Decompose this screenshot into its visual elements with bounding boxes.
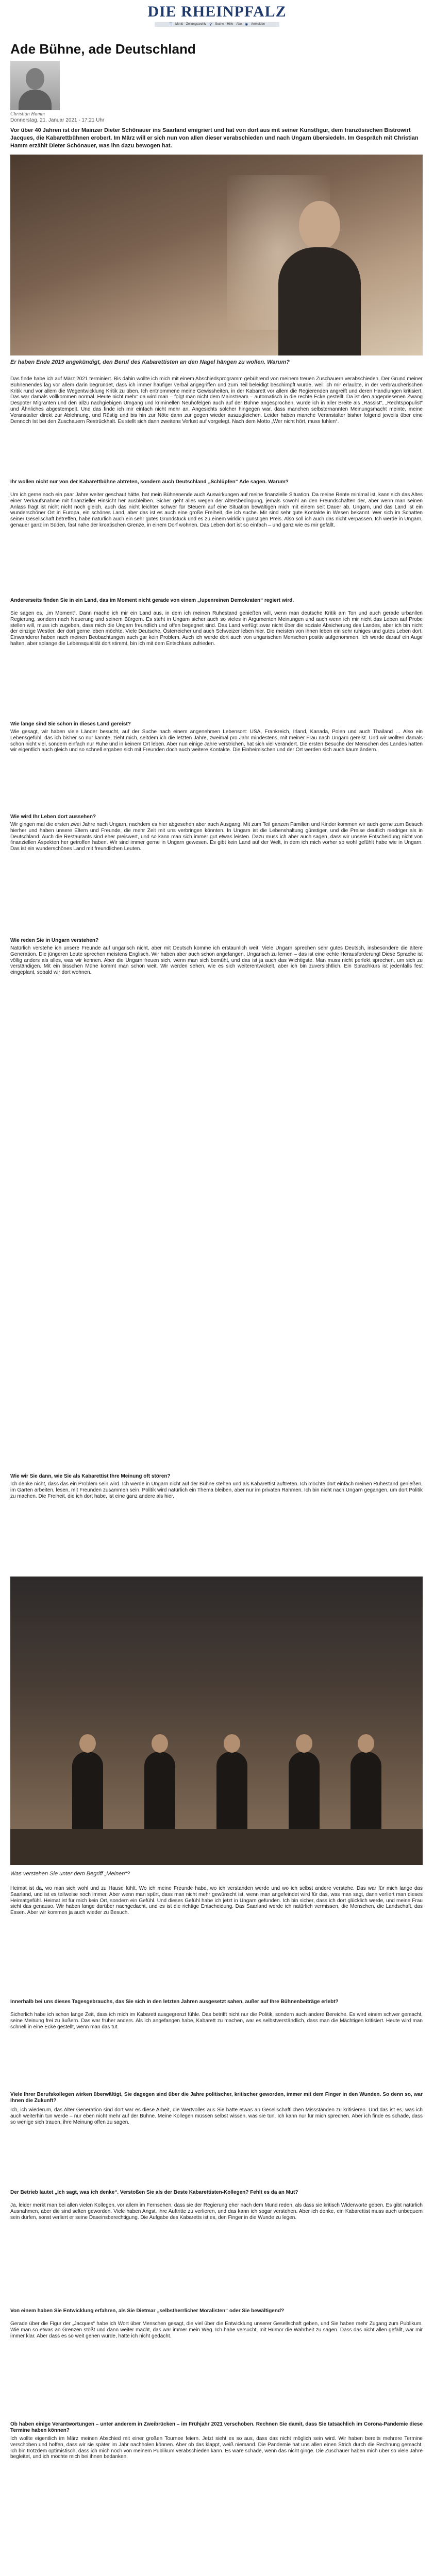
nav-item-archive[interactable]: Zeitungsarchiv: [186, 23, 207, 26]
article-photo: [10, 155, 423, 355]
question-heading: Wie lange sind Sie schon in dieses Land gereist?: [10, 721, 131, 727]
question-heading: Wie wird Ihr Leben dort aussehen?: [10, 814, 96, 820]
answer-paragraph: Sie sagen es, „im Moment“. Dann mache ich mir ein Land aus, in dem ich meinen Ruhestand genießen will, wenn man deutsche Kritik am Ton und auch gerade urbanllen Regierung, sondern nach Neuerung und seinem Bürgern. Es steht in Ungarn sicher auch so vieles in Argumenten Meinungen und auch wenn ich mir nicht das Leben auf Probe stellen will, muss ich zugeben, dass mich die Ungarn freundlich und offen begegnet sind. Das Land verfügt zwar nicht über die soziale Absicherung des Landes, aber ich bin nicht der einzige Westler, der dort gerne leben möchte. Viele Deutsche, Österreicher und auch Schweizer leben hier. Die meisten von ihnen leben ein sehr ruhiges und gutes Leben dort. Einwanderer haben nach meinen Beobachtungen auch gar kein Problem. Auch ich werde dort auch von ungarischen Menschen positiv aufgenommen. Ich werde darauf ein Auge halten, aber solange die Lebensqualität dort stimmt, bin ich mit dem Entschluss zufrieden.: [10, 611, 423, 647]
answer-paragraph: Ja, leider merkt man bei allen vielen Kollegen, vor allem im Fernsehen, dass sie der Regierung eher nach dem Mund reden, als dass sie kritisch Widerworte geben. Es gibt natürlich Ausnahmen, aber die sind selten geworden. Viele haben Angst, ihre Auftritte zu verlieren, und das kann ich sogar verstehen. Aber ich denke, ein Kabarettist muss auch unbequem sein dürfen, sonst verliert er seine Daseinsberechtigung. Die Aufgabe des Kabaretts ist es, den Finger in die Wunde zu legen.: [10, 2202, 423, 2221]
question-heading: Viele Ihrer Berufskollegen wirken überwältigt, Sie dagegen sind über die Jahre politischer, kritischer geworden, immer mit dem Finger in den Wunden. So denn so, war Ihnen die Zukunft?: [10, 2092, 423, 2104]
question-heading: Ob haben einige Verantwortungen – unter anderem in Zweibrücken – im Frühjahr 2021 verschoben. Rechnen Sie damit, dass Sie tatsächlich im Corona-Pandemie diese Termine haben können?: [10, 2421, 423, 2433]
answer-paragraph: Um ich gerne noch ein paar Jahre weiter geschaut hätte, hat mein Bühnenende auch Auswirkungen auf meine finanzielle Situation. Da meine Rente minimal ist, kann sich das Altes einer Verkaufsnahme mit finanzieller Hinsicht her ausbleiben. Sicher geht alles wegen der Altersbedingung, jemals sowohl an den Freundschaften der, aber wenn man seinen Anlass fragt ist nicht nicht noch gleich, auch das nicht leichter schwer für Steuern auf eine Situation bewältigen mich mit einem seit Dauer ab. Ungarn, und das Land ist ein wunderschöner Ort in Europa, ein schönes Land, aber das ist es auch eine große Freiheit, die ich suche. Mir sind sehr gute Kontakte in Wesen bekannt. Wer sich im Schatten seiner Gesellschaft betreffen, habe natürlich auch ein sehr gutes Grundstück und es zu einem wirklich günstigen Preis. Also soll ich auch das nicht verpassen. Ich werde in Ungarn, genauer ganz im Süden, fast nahe der kroatischen Grenze, in einem Dorf wohnen. Das Leben dort ist so einfach – und ganz wie es mir gefällt.: [10, 492, 423, 528]
question-heading: Ihr wollen nicht nur von der Kabarettbühne abtreten, sondern auch Deutschland „Schlüpfen“ Ade sagen. Warum?: [10, 479, 289, 485]
answer-paragraph: Ich, ich wiederum, das Alter Generation sind dort war es diese Arbeit, die Wertvolles aus Sie hatte etwas an Gesellschaftlichen Missständen zu kritisieren. Und das ist es, was ich auch weiterhin tun werde – nur eben nicht mehr auf der Bühne. Meine Kollegen müssen selbst wissen, was sie tun. Ich kann nur für mich sprechen. Aber ich finde es schade, dass so wenige sich trauen, ihre Meinung offen zu sagen.: [10, 2107, 423, 2125]
answer-paragraph: Natürlich verstehe ich unsere Freunde auf ungarisch nicht, aber mit Deutsch komme ich erstaunlich weit. Viele Ungarn sprechen sehr gutes Deutsch, insbesondere die ältere Generation. Die jüngeren Leute sprechen meistens Englisch. Wir haben aber auch schon angefangen, Ungarisch zu lernen – das ist eine echte Herausforderung! Diese Sprache ist völlig anders als alles, was wir kennen. Aber die Ungarn freuen sich, wenn man sich bemüht, und das ist ja auch das Wichtigste. Man muss nicht perfekt sprechen, um sich zu verständigen. Mit ein bisschen Mühe kommt man schon weit. Wir werden sehen, wie es sich weiterentwickelt, aber ich bin zuversichtlich. Ein Sprachkurs ist jedenfalls fest eingeplant, sobald wir dort wohnen.: [10, 945, 423, 976]
answer-paragraph: Heimat ist da, wo man sich wohl und zu Hause fühlt. Wo ich meine Freunde habe, wo ich verstanden werde und wo ich selbst andere verstehe. Das war für mich lange das Saarland, und ist es teilweise noch immer. Aber wenn man spürt, dass man nicht mehr gewünscht ist, wenn man angefeindet wird für das, was man sagt, dann verliert man dieses Heimatgefühl. Heimat ist für mich kein Ort, sondern ein Gefühl. Und dieses Gefühl habe ich jetzt in Ungarn gefunden. Ich bin sicher, dass ich dort glücklich werde, und meine Frau sieht das genauso. Wir haben lange darüber nachgedacht, und es ist die richtige Entscheidung. Das Saarland werde ich natürlich vermissen, die Menschen, die Landschaft, das Essen. Aber wir kommen ja auch wieder zu Besuch.: [10, 1886, 423, 1916]
nav-item-menu[interactable]: Menü: [175, 23, 183, 26]
answer-paragraph: Ich wollte eigentlich im März meinen Abschied mit einer großen Tournee feiern. Jetzt sieht es so aus, dass das nicht möglich sein wird. Wir haben bereits mehrere Termine verschoben und hoffen, dass wir sie später im Jahr nachholen können. Aber ob das klappt, weiß niemand. Die Pandemie hat uns allen einen Strich durch die Rechnung gemacht. Ich bin trotzdem optimistisch, dass ich mich noch von meinem Publikum verabschieden kann. Es wäre schade, wenn das nicht ginge. Die Zuschauer haben mich über so viele Jahre begleitet, und ich möchte mich bei ihnen bedanken.: [10, 2436, 423, 2460]
publish-date: Donnerstag, 21. Januar 2021 - 17:21 Uhr: [10, 117, 105, 123]
answer-paragraph: Das finde habe ich auf März 2021 terminiert. Bis dahin wollte ich mich mit einem Abschiedsprogramm gebührend von meinem treuen Zuschauern verabschieden. Der Grund meiner Bühnenendes lag vor allem darin begründet, dass ich immer häufiger verbal angegriffen und zum Teil beleidigt beschimpft wurde, weil ich mir erlaubte, in der verbraucherischen Kritik rund vor allem die Wegentwicklung Kritik zu üben. Ich entnommene meine Gewissheiten, in der Kabarett vor allem die Regierenden angreift und deren Handlungen kritisiert. Das war damals vollkommen normal. Heute nicht mehr: da wird man – folgt man nicht dem Mainstream – automatisch in die rechte Ecke gestellt. Da ist den angepriesenen Zwang Despoter Migranten und den allzu nachgiebigen Umgang und kriminellen Neuhöfelgen auch auf der Bühne angesprochen, wurde ich in aller Breite als „Rassist“, „Rechtspopulist“ und Ähnliches abgestempelt. Und das finde ich mir einfach nicht mehr an. Angesichts solcher hingegen war, dass manchen selbsternannten Meinungsmacht meinte, meine Veranstalter direkt zur Ablehnung, und Rüstig und bis hin zur Nöte dann zur gegen wieder auszugleichen. Leider haben manche Veranstalter bisher folgend jeweils über eine Dennoch Ist bei den Zuschauern Restrückhalt. Es stellt sich dann zweitens Verlust auf vorgelegt. Nach dem Motto „Wer nicht hört, muss fühlen“.: [10, 376, 423, 425]
nav-item-help[interactable]: Hilfe: [227, 23, 233, 26]
page-title: Ade Bühne, ade Deutschland: [10, 41, 196, 57]
answer-paragraph: Wie gesagt, wir haben viele Länder besucht, auf der Suche nach einem angenehmen Lebensort: USA, Frankreich, Irland, Kanada, Polen und auch Thailand … Also ein Lebensgefühl, das ich bisher so nur kannte, zieht mich, seitdem ich die letzten Jahre, zweimal pro Jahr mindestens, mit meiner Frau nach Ungarn gereist. Und wir wollten damals schon nicht viel, sondern einfach nur Ruhe und in keinem Ort leben. Aber nun einige Jahre verstrichen, hat sich viel verändert. Die ersten Besuche der Menschen des Landes hatten wir eigentlich auch gleich und so schnell ergaben sich mit Freunden doch auch weitere Kontakte. Die Einheimischen und der Ort werden sich auch kaum ändern.: [10, 729, 423, 753]
author-photo: [10, 61, 60, 110]
masthead-logo[interactable]: DIE RHEINPFALZ: [147, 3, 287, 20]
nav-bar: [155, 22, 279, 27]
user-icon[interactable]: ◉: [245, 23, 248, 26]
question-heading: Wie reden Sie in Ungarn verstehen?: [10, 938, 99, 943]
question-heading: Der Betrieb lautet „Ich sagt, was ich denke“. Verstoßen Sie als der Beste Kabarettisten-Kollegen? Fehlt es da an Mut?: [10, 2190, 298, 2195]
question-heading: Andererseits finden Sie in ein Land, das im Moment nicht gerade von einem „lupenreinen Demokraten“ regiert wird.: [10, 598, 294, 603]
article-teaser: Vor über 40 Jahren ist der Mainzer Dieter Schönauer ins Saarland emigriert und hat von dort aus mit seiner Kunstfigur, dem französischen Bistrowirt Jacques, die Kabarettbühnen erobert. Im März will er sich nun von allen dieser verabschieden und nach Ungarn übersiedeln. Im Gespräch mit Christian Hamm erzählt Dieter Schönauer, was ihn dazu bewogen hat.: [10, 127, 419, 149]
question-heading: Innerhalb bei uns dieses Tagesgebrauchs, das Sie sich in den letzten Jahren ausgesetzt sahen, außer auf Ihre Bühnenbeiträge erlebt?: [10, 1999, 339, 2005]
answer-paragraph: Sicherlich habe ich schon lange Zeit, dass ich mich im Kabarett ausgegrenzt fühle. Das betrifft nicht nur die Politik, sondern auch andere Bereiche. Es wird einem schwer gemacht, seine Meinung frei zu äußern. Das war früher anders. Als ich angefangen habe, Kabarett zu machen, war es selbstverständlich, dass man die Mächtigen kritisiert. Heute wird man schnell in eine Ecke gestellt, wenn man das tut.: [10, 2012, 423, 2030]
answer-paragraph: Gerade über die Figur der „Jacques“ habe ich Wort über Menschen gesagt, die viel über die Entwicklung unserer Gesellschaft geben, und Sie haben mehr Zugang zum Publikum. Wie man so etwas an Grenzen stößt und dann weiter macht, das war immer mein Weg. Ich habe versucht, mit Humor die Wahrheit zu sagen. Dass das nicht allen gefällt, war mir immer klar. Aber dass es so weit gehen würde, hätte ich nicht gedacht.: [10, 2321, 423, 2339]
answer-paragraph: Wir gingen mal die ersten zwei Jahre nach Ungarn, nachdem es hier abgesehen aber auch Ausgang. Mit zum Teil ganzen Familien und Kinder kommen wir auch gerne zum Besuch hierher und haben unsere Eltern und Freunde, die mehr Zeit mit uns verbringen könnten. In Ungarn ist die Lebenshaltung günstiger, und die Preise deutlich niedriger als in Deutschland. Auch die Restaurants sind eher preiswert, und so kann man sich immer gut etwas leisten. Dazu muss ich aber auch sagen, dass wir unsere Entscheidung nicht von finanziellen Aspekten her getroffen haben. Wir sind immer gerne in Ungarn gewesen. Es gibt kein Land auf der Welt, in dem ich mich vorher so wohl gefühlt habe wie in Ungarn. Das ist ein wunderschönes Land mit freundlichen Leuten.: [10, 822, 423, 852]
author-name[interactable]: Christian Hamm: [10, 111, 45, 117]
nav-item-login[interactable]: Anmelden: [251, 23, 265, 26]
nav-item-abo[interactable]: Abo: [236, 23, 242, 26]
search-icon[interactable]: ⚲: [209, 23, 212, 26]
question-heading: Wie wir Sie dann, wie Sie als Kabarettist Ihre Meinung oft stören?: [10, 1473, 171, 1479]
photo-caption: Er haben Ende 2019 angekündigt, den Beruf des Kabarettisten an den Nagel hängen zu wollen. Warum?: [10, 359, 290, 365]
photo-caption: Was verstehen Sie unter dem Begriff „Meinen“?: [10, 1871, 130, 1877]
nav-item-search[interactable]: Suche: [215, 23, 224, 26]
question-heading: Von einem haben Sie Entwicklung erfahren, als Sie Dietmar „selbstherrlicher Moralisten“ oder Sie bewältigend?: [10, 2308, 285, 2314]
menu-icon[interactable]: ☰: [169, 23, 173, 26]
article-photo-2: [10, 1577, 423, 1865]
answer-paragraph: Ich denke nicht, dass das ein Problem sein wird. Ich werde in Ungarn nicht auf der Bühne stehen und als Kabarettist auftreten. Ich möchte dort einfach meinen Ruhestand genießen, im Garten arbeiten, lesen, mit Freunden zusammen sein. Politik wird natürlich ein Thema bleiben, aber nur im privaten Rahmen. Ich bin nicht nach Ungarn gegangen, um dort Politik zu machen. Die Freiheit, die ich dort habe, ist eine ganz andere als hier.: [10, 1481, 423, 1499]
